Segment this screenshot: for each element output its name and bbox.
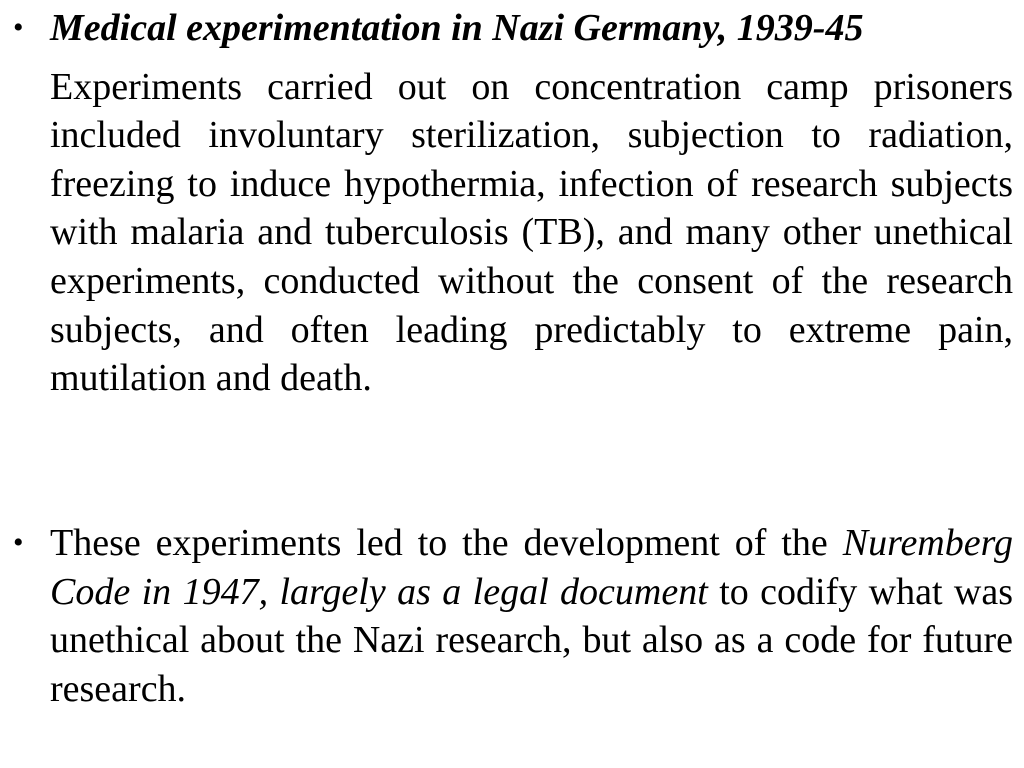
bullet-text-start: These experiments led to the development of the bbox=[50, 522, 843, 564]
bullet-italic-text: Nuremberg Code in 1947, largely as a legal document bbox=[50, 522, 1013, 613]
bullet-heading: Medical experimentation in Nazi Germany, 1939-45 bbox=[50, 7, 864, 49]
bullet-marker: • bbox=[13, 526, 24, 559]
bullet-item-nazi-experiments bbox=[13, 4, 1013, 403]
bullet-text-end: to codify what was unethical about the Nazi research, but also as a code for future research. bbox=[50, 570, 1013, 710]
bullet-item-nuremberg-code bbox=[13, 519, 1013, 713]
bullet-body-text: Experiments carried out on concentration camp prisoners included involuntary sterilization, subjection to radiation, freezing to induce hypothermia, infection of research subjects with malaria and tuberculosis (TB), and many other unethical experiments, conducted without the consent of the research subjects, and often leading predictably to extreme pain, mutilation and death. bbox=[50, 65, 1013, 400]
bullet-marker: • bbox=[13, 11, 24, 44]
